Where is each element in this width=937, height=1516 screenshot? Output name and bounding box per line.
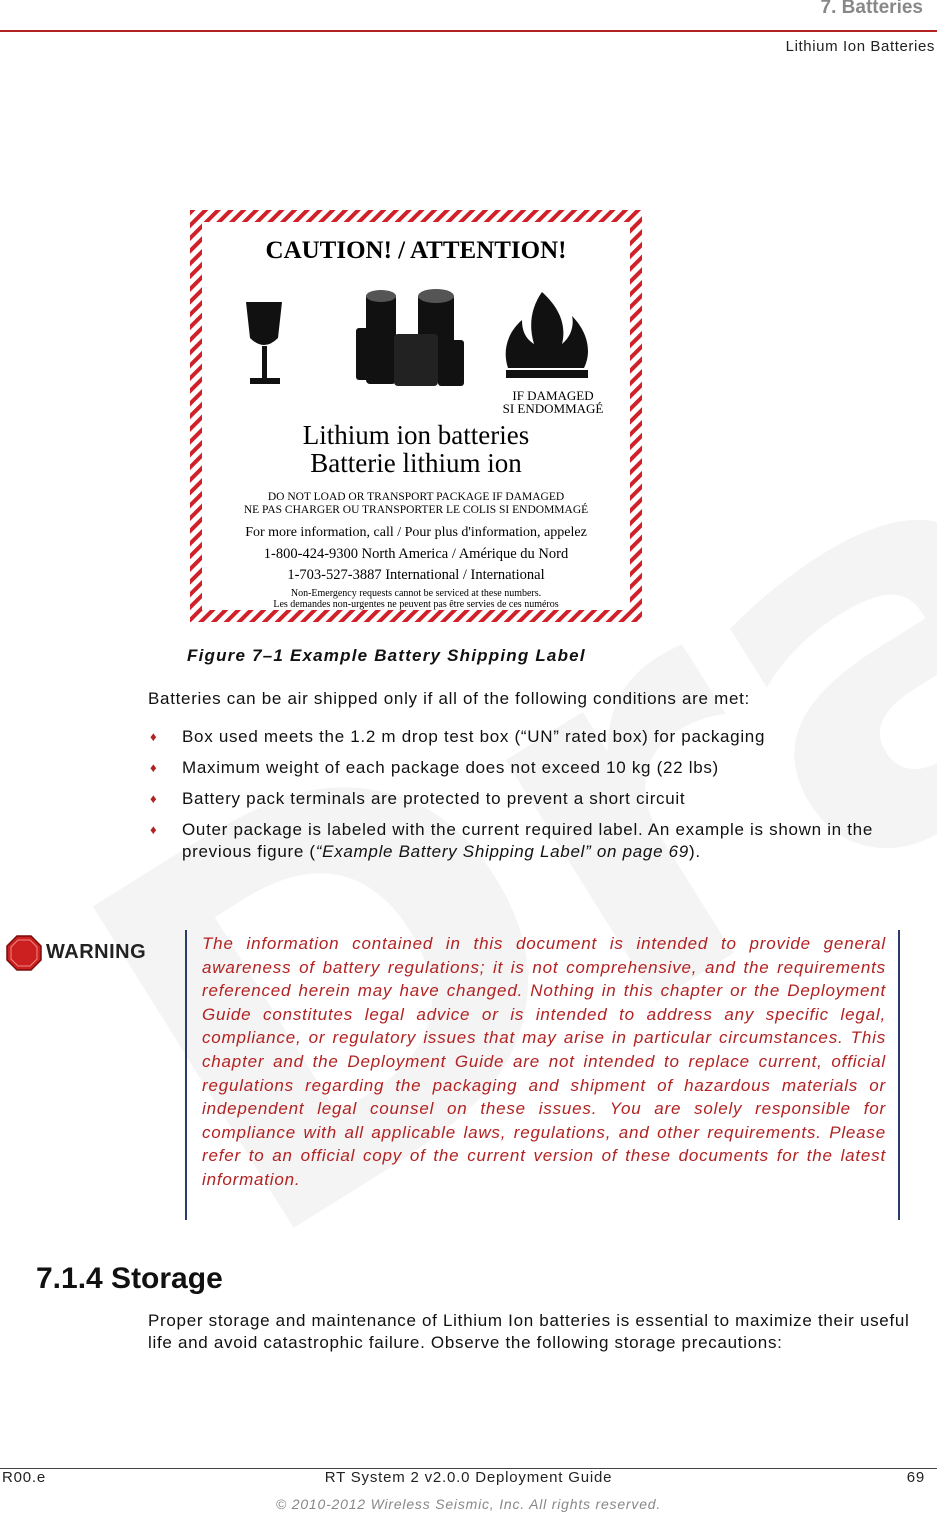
section-heading-storage: 7.1.4 Storage <box>36 1262 223 1295</box>
warning-label: WARNING <box>46 941 147 963</box>
list-item: ♦ Outer package is labeled with the current required label. An example is shown in the previous figure (“Example Battery Shipping Label” on page 69). <box>150 820 873 861</box>
label-warn-en: DO NOT LOAD OR TRANSPORT PACKAGE IF DAMAGED <box>267 491 565 503</box>
header-rule <box>0 30 937 32</box>
footer-copyright: © 2010-2012 Wireless Seismic, Inc. All rights reserved. <box>275 1496 662 1512</box>
label-note-fr: Les demandes non-urgentes ne peuvent pas être servies de ces numéros <box>273 599 559 610</box>
footer-revision: R00.e <box>2 1469 47 1486</box>
label-info: For more information, call / Pour plus d'information, appelez <box>245 525 587 540</box>
storage-paragraph: Proper storage and maintenance of Lithium Ion batteries is essential to maximize their useful life and avoid catastrophic failure. Observe the following storage precautions: <box>148 1311 910 1352</box>
diamond-bullet-icon: ♦ <box>150 760 158 775</box>
warning-rule-right <box>898 930 900 1220</box>
if-damaged-en: IF DAMAGED <box>512 388 594 403</box>
warning-text: The information contained in this document is intended to provide general awareness of battery regulations; it is not comprehensive, and the requirements referenced herein may have changed. Nothing in this chapter or the Deployment Guide constitutes legal advice or is intended to address any specific legal, compliance, or regulatory issues that may arise in particular circumstances. This chapter and the Deployment Guide are not intended to replace current, official regulations regarding the packaging and shipment of hazardous materials or independent legal counsel on these issues. You are solely responsible for compliance with all applicable laws, regulations, and other requirements. Please refer to an official copy of the current version of these documents for the latest information. <box>202 934 886 1189</box>
diamond-bullet-icon: ♦ <box>150 822 158 837</box>
intro-paragraph: Batteries can be air shipped only if all of the following conditions are met: <box>148 689 750 708</box>
list-item: ♦ Box used meets the 1.2 m drop test box (“UN” rated box) for packaging <box>150 727 766 746</box>
label-title: CAUTION! / ATTENTION! <box>265 237 567 264</box>
label-warn-fr: NE PAS CHARGER OU TRANSPORTER LE COLIS SI ENDOMMAGÉ <box>243 504 589 516</box>
label-name-fr: Batterie lithium ion <box>310 448 522 478</box>
diamond-bullet-icon: ♦ <box>150 729 158 744</box>
conditions-list <box>148 726 928 872</box>
figure-cross-reference-link[interactable]: “Example Battery Shipping Label” on page 69 <box>315 842 689 861</box>
footer-page-number: 69 <box>906 1469 925 1486</box>
label-phone-intl: 1-703-527-3887 International / International <box>287 567 545 583</box>
section-title: Lithium Ion Batteries <box>785 38 935 55</box>
chapter-title: 7. Batteries <box>820 0 923 18</box>
figure-caption: Figure 7–1 Example Battery Shipping Label <box>187 646 586 665</box>
diamond-bullet-icon: ♦ <box>150 791 158 806</box>
warning-rule-left <box>185 930 187 1220</box>
list-item: ♦ Battery pack terminals are protected to prevent a short circuit <box>150 789 686 808</box>
battery-shipping-label <box>190 210 642 622</box>
label-phone-na: 1-800-424-9300 North America / Amérique du Nord <box>263 546 569 562</box>
label-name-en: Lithium ion batteries <box>302 420 530 450</box>
if-damaged-fr: SI ENDOMMAGÉ <box>502 401 604 416</box>
footer-guide-title: RT System 2 v2.0.0 Deployment Guide <box>324 1469 613 1486</box>
label-note-en: Non-Emergency requests cannot be serviced at these numbers. <box>290 588 542 599</box>
stop-sign-icon <box>6 935 42 971</box>
list-item: ♦ Maximum weight of each package does not exceed 10 kg (22 lbs) <box>150 758 719 777</box>
